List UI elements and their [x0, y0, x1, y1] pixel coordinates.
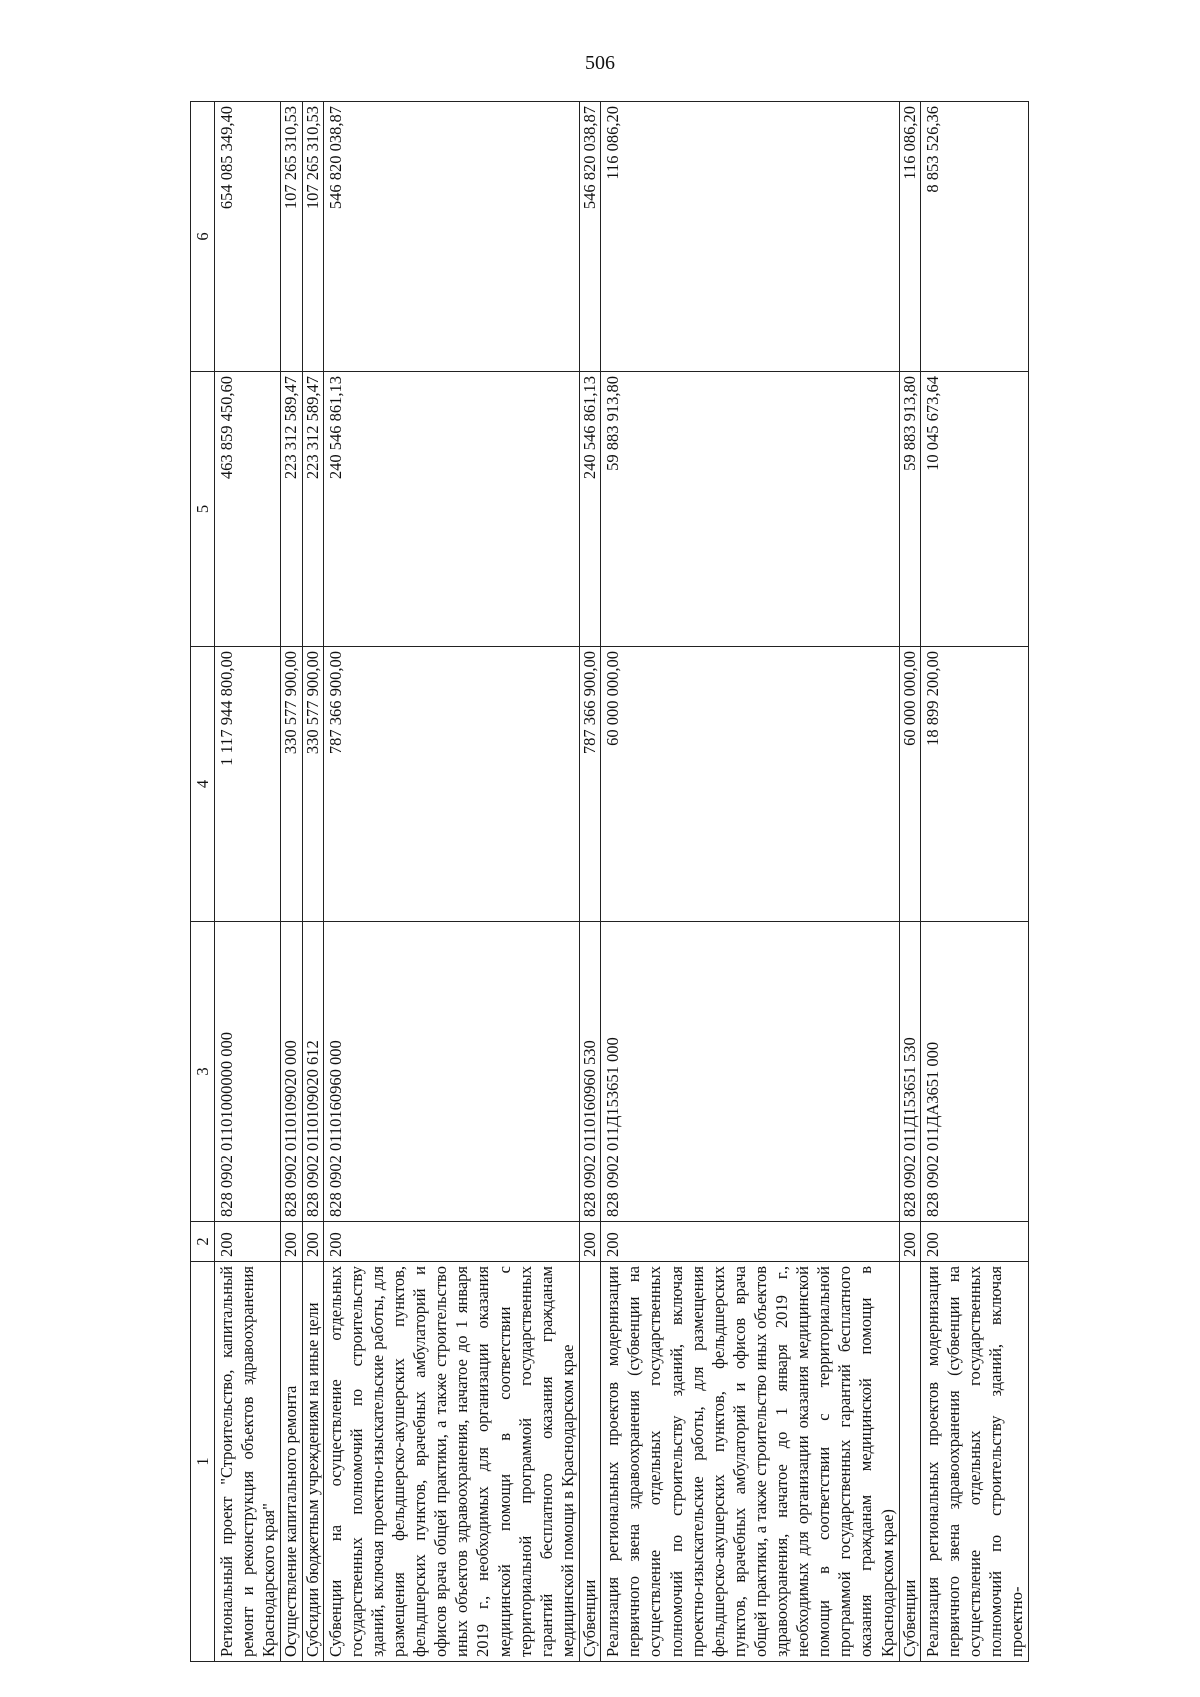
row-code: 828 0902 0110160960 000 [323, 922, 579, 1222]
row-col2: 200 [323, 1222, 579, 1262]
row-value-4: 330 577 900,00 [281, 647, 302, 922]
table-row [899, 102, 920, 1662]
row-name: Субвенции [899, 1262, 920, 1662]
table-row [323, 102, 579, 1662]
row-value-6: 546 820 038,87 [323, 102, 579, 372]
page-number: 506 [585, 52, 615, 74]
row-value-6: 8 853 526,36 [920, 102, 1029, 372]
row-name: Региональный проект "Строительство, капитальный ремонт и реконструкция объектов здравоохранения Краснодарского края" [215, 1262, 281, 1662]
header-col-4: 4 [191, 647, 215, 922]
row-value-5: 240 546 861,13 [323, 372, 579, 647]
row-value-5: 223 312 589,47 [302, 372, 323, 647]
row-value-6: 107 265 310,53 [302, 102, 323, 372]
row-col2: 200 [601, 1222, 900, 1262]
row-value-6: 116 086,20 [601, 102, 900, 372]
header-col-3: 3 [191, 922, 215, 1222]
budget-table [190, 101, 1029, 1662]
header-col-2: 2 [191, 1222, 215, 1262]
row-value-4: 60 000 000,00 [899, 647, 920, 922]
row-value-4: 18 899 200,00 [920, 647, 1029, 922]
table-row [920, 102, 1029, 1662]
row-value-4: 787 366 900,00 [580, 647, 601, 922]
row-value-4: 330 577 900,00 [302, 647, 323, 922]
row-name: Субсидии бюджетным учреждениям на иные цели [302, 1262, 323, 1662]
table-row [601, 102, 900, 1662]
row-value-6: 546 820 038,87 [580, 102, 601, 372]
row-value-4: 787 366 900,00 [323, 647, 579, 922]
row-code: 828 0902 011Д153651 000 [601, 922, 900, 1222]
header-col-1: 1 [191, 1262, 215, 1662]
row-col2: 200 [899, 1222, 920, 1262]
row-value-5: 59 883 913,80 [899, 372, 920, 647]
row-value-5: 463 859 450,60 [215, 372, 281, 647]
row-col2: 200 [580, 1222, 601, 1262]
row-value-4: 60 000 000,00 [601, 647, 900, 922]
row-code: 828 0902 01101000000 000 [215, 922, 281, 1222]
header-col-6: 6 [191, 102, 215, 372]
row-name: Реализация региональных проектов модернизации первичного звена здравоохранения (субвенции на осуществление отдельных государственных полномочий по строительству зданий, включая проектно-изыскательские работы, для размещения фельдшерско-акушерских пунктов, фельдшерских пунктов, врачебных амбулаторий и офисов врача общей практики, а также строительство иных объектов здравоохранения, начатое до 1 января 2019 г., необходимых для организации оказания медицинской помощи в соответствии с территориальной программой государственных гарантий бесплатного оказания гражданам медицинской помощи в Краснодарском крае) [601, 1262, 900, 1662]
row-code: 828 0902 0110109020 612 [302, 922, 323, 1222]
row-value-6: 116 086,20 [899, 102, 920, 372]
header-col-5: 5 [191, 372, 215, 647]
row-value-5: 223 312 589,47 [281, 372, 302, 647]
row-code: 828 0902 0110160960 530 [580, 922, 601, 1222]
row-value-5: 10 045 673,64 [920, 372, 1029, 647]
row-name: Осуществление капитального ремонта [281, 1262, 302, 1662]
rotated-table-wrapper [190, 102, 1027, 1662]
row-code: 828 0902 0110109020 000 [281, 922, 302, 1222]
row-value-6: 654 085 349,40 [215, 102, 281, 372]
row-value-5: 240 546 861,13 [580, 372, 601, 647]
row-value-6: 107 265 310,53 [281, 102, 302, 372]
table-row [215, 102, 281, 1662]
row-col2: 200 [302, 1222, 323, 1262]
row-name: Реализация региональных проектов модернизации первичного звена здравоохранения (субвенции на осуществление отдельных государственных полномочий по строительству зданий, включая проектно- [920, 1262, 1029, 1662]
row-code: 828 0902 011Д153651 530 [899, 922, 920, 1222]
row-col2: 200 [281, 1222, 302, 1262]
row-code: 828 0902 011ДА3651 000 [920, 922, 1029, 1222]
row-col2: 200 [920, 1222, 1029, 1262]
row-value-4: 1 117 944 800,00 [215, 647, 281, 922]
header-row [191, 102, 215, 1662]
row-name: Субвенции на осуществление отдельных государственных полномочий по строительству зданий, включая проектно-изыскательские работы, для размещения фельдшерско-акушерских пунктов, фельдшерских пунктов, врачебных амбулаторий и офисов врача общей практики, а также строительство иных объектов здравоохранения, начатое до 1 января 2019 г., необходимых для организации оказания медицинской помощи в соответствии с территориальной программой государственных гарантий бесплатного оказания гражданам медицинской помощи в Краснодарском крае [323, 1262, 579, 1662]
table-row [580, 102, 601, 1662]
table-row [302, 102, 323, 1662]
table-row [281, 102, 302, 1662]
row-col2: 200 [215, 1222, 281, 1262]
row-name: Субвенции [580, 1262, 601, 1662]
row-value-5: 59 883 913,80 [601, 372, 900, 647]
